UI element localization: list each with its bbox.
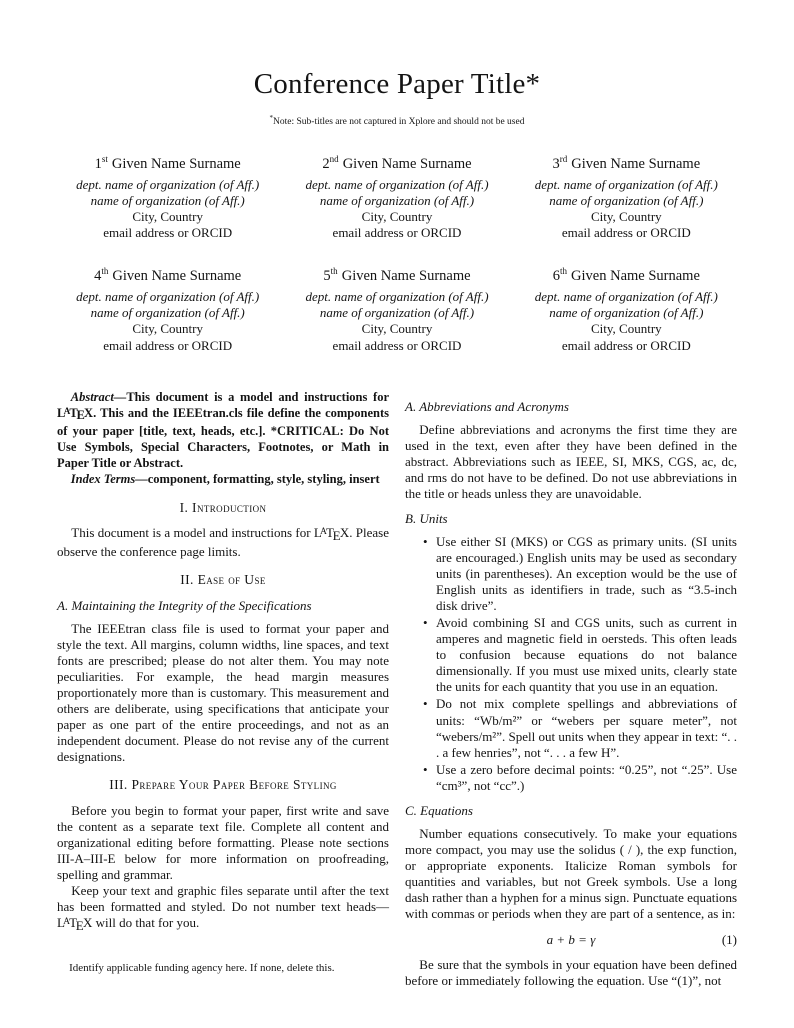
right-column xyxy=(405,390,737,990)
subsection-heading-integrity: A. Maintaining the Integrity of the Specifications xyxy=(57,597,312,613)
equations-paragraph: Number equations consecutively. To make your equations more compact, you may use the solidus ( / ), the exp function, or appropriate exponents. Italicize Roman symbols for quantities and variables, but not Greek symbols. Use a long dash rather than a hyphen for a minus sign. Punctuate equations with commas or periods when they are part of a sentence, as in: xyxy=(405,825,737,922)
latex-logo: $L^ATEX$ xyxy=(313,525,350,543)
author-org: name of organization (of Aff.) xyxy=(90,305,245,321)
section-heading-introduction: I. Introduction xyxy=(179,499,267,515)
author-ordinal: 3 xyxy=(552,155,560,172)
author-block-6 xyxy=(516,266,737,353)
author-name xyxy=(516,154,737,173)
prepare-paragraph-2: Keep your text and graphic files separate until after the text has been formatted and styled. Do not number text $heads—L^ATEX$ will do that for you. xyxy=(57,883,389,933)
units-bullet-item: • Use either SI (MKS) or CGS as primary units. (SI units are encouraged.) English units may be used as secondary units (in parentheses). An exception would be the use of English units as identifiers in trade, such as “3.5-inch disk drive”. xyxy=(436,534,737,614)
author-name xyxy=(516,266,737,285)
author-org: name of organization (of Aff.) xyxy=(549,193,704,209)
units-bullet-item: • Avoid combining SI and CGS units, such as current in amperes and magnetic field in oersteds. This often leads to confusion because equations do not balance dimensionally. If you must use mixed units, clearly state the units for each quantity that you use in an equation. xyxy=(436,615,737,695)
after-equation-paragraph: Be sure that the symbols in your equation have been defined before or immediately following the equation. Use “(1)”, not xyxy=(405,957,737,989)
author-ordinal: 6 xyxy=(552,268,560,285)
author-grid xyxy=(57,154,737,354)
left-column xyxy=(57,390,389,990)
index-terms-label: Index Terms— xyxy=(70,471,148,486)
author-city: City, Country xyxy=(361,209,433,225)
index-terms-text: component, formatting, style, styling, insert xyxy=(147,471,380,486)
latex-logo: $L^ATEX$ xyxy=(57,915,93,933)
equation-body: a + b = γ xyxy=(546,932,596,948)
author-block-1 xyxy=(57,154,278,241)
prepare-paragraph-1: Before you begin to format your paper, first write and save the content as a separate text file. Complete all content and organizational editing before formatting. Please note sections III-A–III-E below for more information on proofreading, spelling and grammar. xyxy=(57,802,389,883)
funding-footnote: Identify applicable funding agency here. If none, delete this. xyxy=(69,961,335,974)
author-ordinal-suffix: rd xyxy=(559,154,568,165)
integrity-paragraph: The IEEEtran class file is used to format your paper and style the text. All margins, column widths, line spaces, and text fonts are prescribed; please do not alter them. You may note peculiarities. For example, the head margin measures proportionately more than is customary. This measurement and others are deliberate, using specifications that anticipate your paper as one part of the entire proceedings, and not as an independent document. Please do not revise any of the current designations. xyxy=(57,620,389,765)
author-ordinal-suffix: th xyxy=(559,266,567,277)
title-footnote-text: Note: Sub-titles are not captured in Xplore and should not be used xyxy=(273,117,525,128)
units-bullet-list xyxy=(405,534,737,794)
author-org: name of organization (of Aff.) xyxy=(319,193,475,209)
author-email: email address or ORCID xyxy=(103,337,233,353)
units-bullet-item: • Do not mix complete spellings and abbreviations of units: “Wb/m²” or “webers per square meter”, not “webers/m²”. Spell out units when they appear in text: “. . . a few henries”, not “. . . a few H”. xyxy=(436,696,737,760)
subsection-heading-equations: C. Equations xyxy=(405,802,473,818)
author-ordinal-suffix: st xyxy=(101,154,108,165)
section-heading-prepare: III. Prepare Your Paper Before Styling xyxy=(109,777,337,793)
author-city: City, Country xyxy=(590,321,662,337)
index-terms xyxy=(57,472,389,488)
author-name xyxy=(57,154,278,173)
author-dept: dept. name of organization (of Aff.) xyxy=(305,176,489,192)
author-ordinal: 2 xyxy=(322,155,330,172)
author-email: email address or ORCID xyxy=(332,225,462,241)
title-footnote-star: * xyxy=(269,114,274,122)
author-email: email address or ORCID xyxy=(561,337,691,353)
author-name-text: Given Name Surname xyxy=(341,268,471,285)
introduction-paragraph: This document is a model and instructions for $L^ATEX$. Please observe the conference page limits. xyxy=(57,525,389,559)
author-block-4 xyxy=(57,266,278,353)
author-dept: dept. name of organization (of Aff.) xyxy=(76,176,260,192)
author-name xyxy=(57,266,278,285)
author-block-3 xyxy=(516,154,737,241)
author-name xyxy=(286,266,507,285)
author-org: name of organization (of Aff.) xyxy=(90,193,245,209)
units-bullet-item: • Use a zero before decimal points: “0.25”, not “.25”. Use “cm³”, not “cc”.) xyxy=(436,762,737,794)
author-ordinal-suffix: th xyxy=(101,266,109,277)
author-email: email address or ORCID xyxy=(332,337,462,353)
author-city: City, Country xyxy=(590,209,662,225)
author-city: City, Country xyxy=(361,321,433,337)
author-city: City, Country xyxy=(132,209,203,225)
author-dept: dept. name of organization (of Aff.) xyxy=(534,176,718,192)
subsection-heading-units: B. Units xyxy=(405,510,448,526)
author-block-5 xyxy=(286,266,507,353)
author-name-text: Given Name Surname xyxy=(571,155,701,172)
author-email: email address or ORCID xyxy=(561,225,691,241)
paper-title: Conference Paper Title* xyxy=(253,68,541,100)
author-name-text: Given Name Surname xyxy=(342,155,472,172)
author-name-text: Given Name Surname xyxy=(112,268,242,285)
abbreviations-paragraph: Define abbreviations and acronyms the first time they are used in the text, even after they have been defined in the abstract. Abbreviations such as IEEE, SI, MKS, CGS, ac, dc, and rms do not have to be defined. Do not use abbreviations in the title or heads unless they are unavoidable. xyxy=(405,421,737,501)
author-dept: dept. name of organization (of Aff.) xyxy=(534,289,718,305)
author-dept: dept. name of organization (of Aff.) xyxy=(76,289,260,305)
author-org: name of organization (of Aff.) xyxy=(319,305,475,321)
latex-logo: $L^ATEX$ xyxy=(57,405,94,423)
author-ordinal: 1 xyxy=(94,155,102,172)
abstract-label: Abstract— xyxy=(70,389,127,404)
author-name-text: Given Name Surname xyxy=(571,268,700,285)
equation-number: (1) xyxy=(721,932,737,948)
paper-header xyxy=(57,68,737,127)
author-name-text: Given Name Surname xyxy=(111,155,241,172)
author-name xyxy=(286,154,507,173)
paper-body xyxy=(57,390,737,990)
abstract-text: This document is a model and instructions for $L^ATEX$. This and the IEEEtran.cls file define the components of your paper [title, text, heads, etc.]. *CRITICAL: Do Not Use Symbols, Special Characters, Footnotes, or Math in Paper Title or Abstract. xyxy=(57,389,389,470)
author-ordinal-suffix: th xyxy=(330,266,338,277)
title-footnote xyxy=(57,114,737,127)
equation-1 xyxy=(405,932,737,948)
author-org: name of organization (of Aff.) xyxy=(549,305,704,321)
author-block-2 xyxy=(286,154,507,241)
author-ordinal: 4 xyxy=(94,268,102,285)
author-email: email address or ORCID xyxy=(103,225,233,241)
author-ordinal-suffix: nd xyxy=(329,154,339,165)
subsection-heading-abbreviations: A. Abbreviations and Acronyms xyxy=(405,398,569,414)
author-ordinal: 5 xyxy=(323,268,331,285)
section-heading-ease-of-use: II. Ease of Use xyxy=(180,572,266,588)
author-dept: dept. name of organization (of Aff.) xyxy=(305,289,489,305)
abstract xyxy=(57,390,389,472)
author-city: City, Country xyxy=(132,321,203,337)
